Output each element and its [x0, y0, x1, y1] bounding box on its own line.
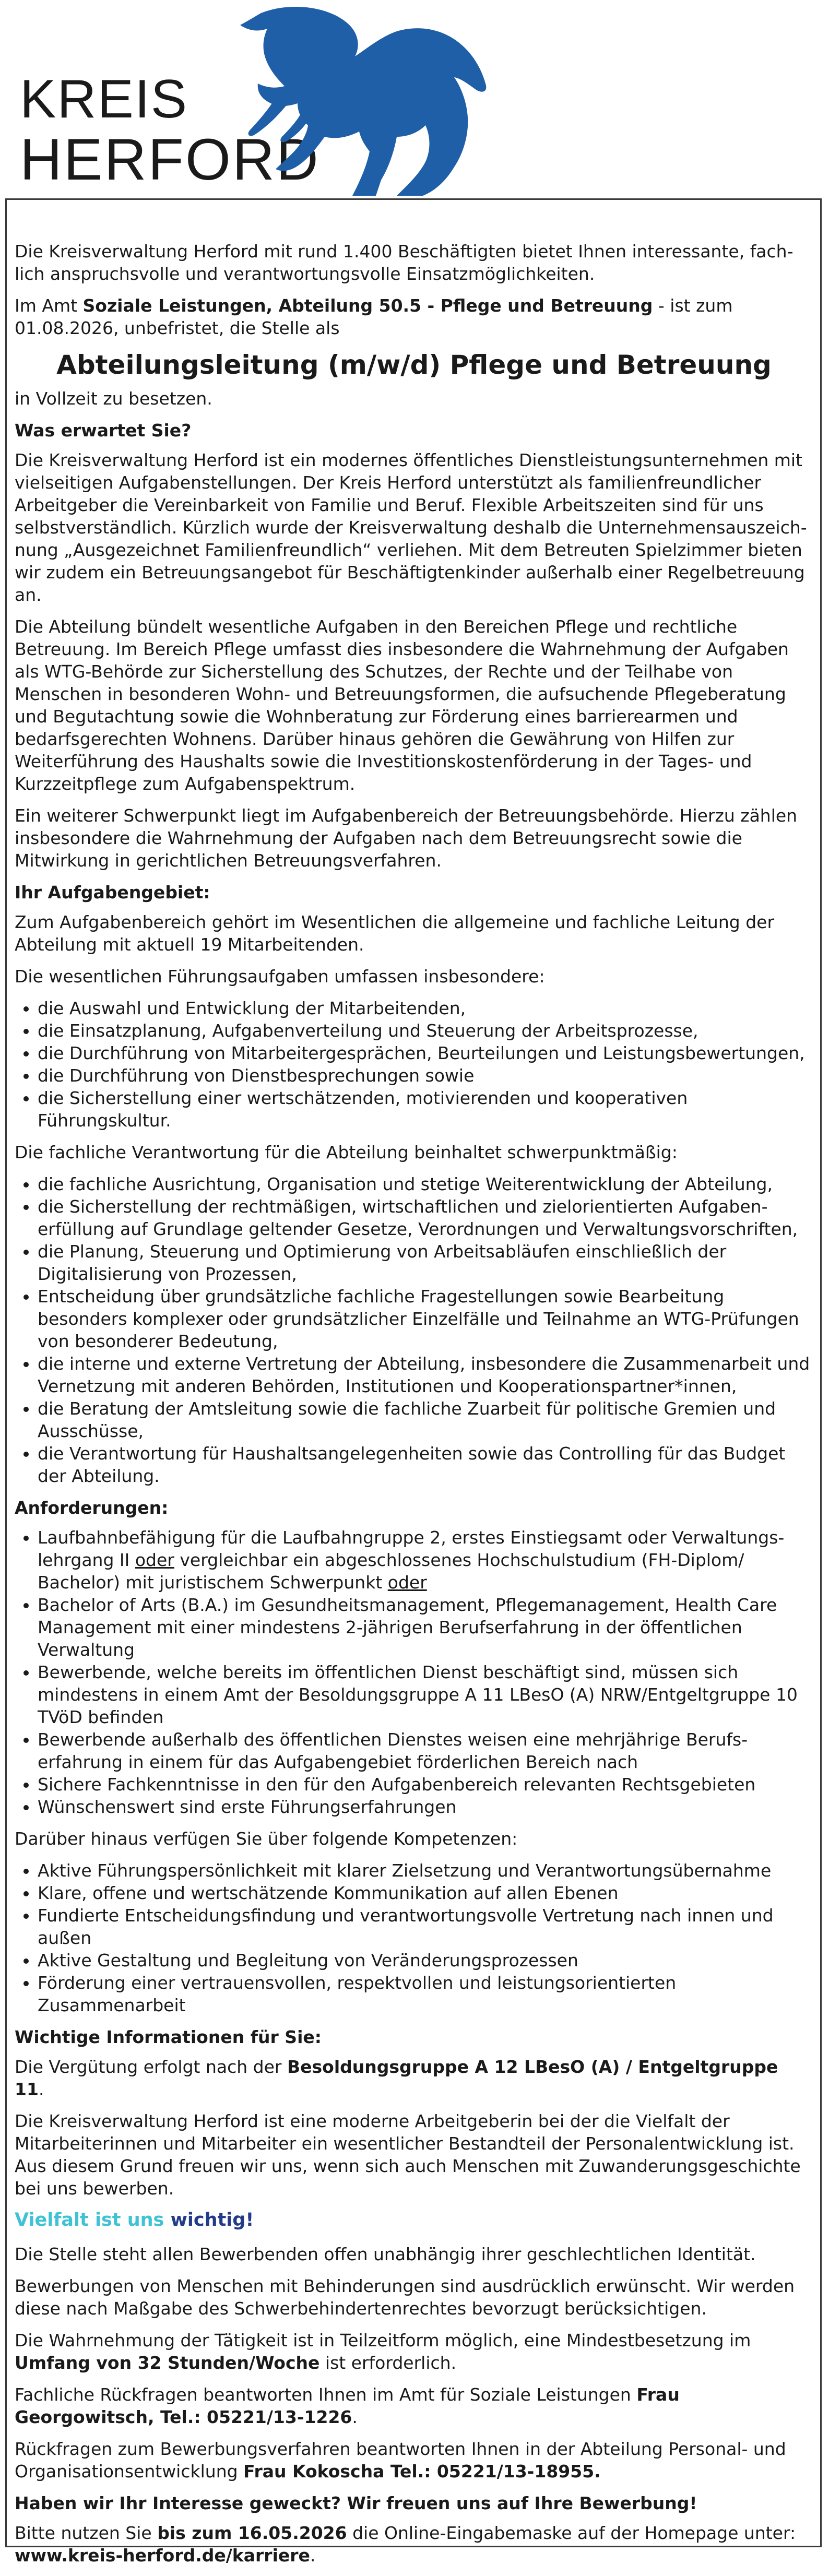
- diversity-text: Die Kreisverwaltung Herford ist eine moderne Arbeitgeberin bei der die Vielfalt der Mitarbeiterinnen und Mitarbeiter ein wesentlicher Bestandteil der Personalentwicklung ist. Aus diesem Grund freuen wir uns, wenn sich auch Menschen mit Zuwanderungsgeschichte bei uns bewerben.: [15, 2111, 801, 2199]
- section-heading-expectations: Was erwartet Sie?: [15, 420, 192, 441]
- list-item: • die Verantwortung für Haushaltsangelegenheiten sowie das Controlling für das Budget der Abteilung.: [38, 1442, 813, 1487]
- professional-tasks-list: [15, 1173, 813, 1487]
- list-item: • Förderung einer vertrauensvollen, respektvollen und leistungsorientierten Zusammenarbeit: [38, 1972, 813, 2016]
- contact-professional: Fachliche Rückfragen beantworten Ihnen im Amt für Soziale Leistungen Frau Georgowitsch, Tel.: 05221/13-1226.: [15, 2384, 680, 2427]
- pay-info: Die Vergütung erfolgt nach der Besoldungsgruppe A 12 LBesO (A) / Entgeltgruppe 11.: [15, 2057, 778, 2099]
- list-item: • Bewerbende, welche bereits im öffentlichen Dienst beschäftigt sind, müssen sich mindestens in einem Amt der Besoldungsgruppe A 11 LBesO (A) NRW/Entgeltgruppe 10 TVöD befinden: [38, 1661, 813, 1728]
- list-item: • die Beratung der Amtsleitung sowie die fachliche Zuarbeit für politische Gremien und Ausschüsse,: [38, 1397, 813, 1442]
- requirements-list: [15, 1526, 813, 1818]
- career-url-link[interactable]: www.kreis-herford.de/karriere: [15, 2545, 310, 2566]
- job-ad-content: [15, 240, 813, 2576]
- competencies-list: [15, 1859, 813, 2016]
- job-title: Abteilungsleitung (m/w/d) Pflege und Betreuung: [56, 350, 772, 380]
- list-item: • die interne und externe Vertretung der Abteilung, insbesondere die Zusammenarbeit und Vernetzung mit anderen Behörden, Institutionen und Kooperationspartner*innen,: [38, 1352, 813, 1397]
- list-item: • Klare, offene und wertschätzende Kommunikation auf allen Ebenen: [38, 1882, 813, 1904]
- paragraph: Die Kreisverwaltung Herford ist ein modernes öffentliches Dienstleistungsunternehmen mit vielseitigen Aufgabenstellungen. Der Kreis Herford unterstützt als familienfreundlicher Arbeitgeber die Vereinbarkeit von Familie und Beruf. Flexible Arbeitszeiten sind für uns selbstverständlich. Kürzlich wurde der Kreisverwaltung deshalb die Unternehmensauszeichnung „Ausgezeichnet Familienfreundlich“ verliehen. Mit dem Betreuten Spielzimmer bieten wir zudem ein Betreuungsangebot für Beschäftigtenkinder außerhalb einer Regelbetreuung an.: [15, 450, 807, 605]
- section-heading-tasks: Ihr Aufgabengebiet:: [15, 882, 210, 903]
- paragraph: Die Abteilung bündelt wesentliche Aufgaben in den Bereichen Pflege und rechtliche Betreuung. Im Bereich Pflege umfasst dies insbesondere die Wahrnehmung der Aufgaben als WTG-Behörde zur Sicherstellung des Schutzes, der Rechte und der Teilhabe von Menschen in besonderen Wohn- und Betreuungsformen, die aufsuchende Pflegeberatung und Begutachtung sowie die Wohnberatung zur Förderung eines barrierearmen und bedarfsgerechten Wohnens. Darüber hinaus gehören die Gewährung von Hilfen zur Weiterführung des Haushalts sowie die Investitionskostenförderung in der Tages- und Kurzzeitpflege zum Aufgabenspektrum.: [15, 616, 789, 794]
- list-item: • die Durchführung von Mitarbeitergesprächen, Beurteilungen und Leistungsbewertungen,: [38, 1042, 813, 1064]
- list-item: • Sichere Fachkenntnisse in den für den Aufgabenbereich relevanten Rechtsgebieten: [38, 1773, 813, 1796]
- apply-info: Bitte nutzen Sie bis zum 16.05.2026 die Online-Eingabemaske auf der Homepage unter: www.kreis-herford.de/karriere.: [15, 2523, 796, 2566]
- list-item: • die fachliche Ausrichtung, Organisation und stetige Weiterentwicklung der Abteilung,: [38, 1173, 813, 1195]
- paragraph: Bewerbungen von Menschen mit Behinderungen sind ausdrücklich erwünscht. Wir werden diese nach Maßgabe des Schwerbehindertenrechtes bevorzugt berücksichtigen.: [15, 2276, 795, 2319]
- list-item: • die Auswahl und Entwicklung der Mitarbeitenden,: [38, 997, 813, 1019]
- section-heading-requirements: Anforderungen:: [15, 1498, 169, 1518]
- position-intro: Im Amt Soziale Leistungen, Abteilung 50.5 - Pflege und Betreuung - ist zum 01.08.2026, unbefristet, die Stelle als: [15, 295, 733, 338]
- list-item: • Aktive Gestaltung und Begleitung von Veränderungsprozessen: [38, 1949, 813, 1972]
- section-heading-info: Wichtige Informationen für Sie:: [15, 2027, 322, 2047]
- department-name: Soziale Leistungen, Abteilung 50.5 - Pflege und Betreuung: [82, 295, 653, 316]
- part-time-info: Die Wahrnehmung der Tätigkeit ist in Teilzeitform möglich, eine Mindestbesetzung im Umfang von 32 Stunden/Woche ist erforderlich.: [15, 2330, 751, 2373]
- list-item: • Bewerbende außerhalb des öffentlichen Dienstes weisen eine mehrjährige Berufserfahrung in einem für das Aufgabengebiet förderlichen Bereich nach: [38, 1728, 813, 1773]
- paragraph: Die Stelle steht allen Bewerbenden offen unabhängig ihrer geschlechtlichen Identität.: [15, 2244, 756, 2264]
- paragraph: Zum Aufgabenbereich gehört im Wesentlichen die allgemeine und fachliche Leitung der Abteilung mit aktuell 19 Mitarbeitenden.: [15, 912, 775, 955]
- list-item: • die Planung, Steuerung und Optimierung von Arbeitsabläufen einschließlich der Digitalisierung von Prozessen,: [38, 1240, 813, 1285]
- contact-hr: Rückfragen zum Bewerbungsverfahren beantworten Ihnen in der Abteilung Personal- und Organisationsentwicklung Frau Kokoscha Tel.: 05221/13-18955.: [15, 2439, 786, 2482]
- list-item: • die Sicherstellung einer wertschätzenden, motivierenden und kooperativen Führungskultur.: [38, 1087, 813, 1132]
- list-item: • die Durchführung von Dienstbesprechungen sowie: [38, 1064, 813, 1087]
- list-item: • Bachelor of Arts (B.A.) im Gesundheitsmanagement, Pflegemanagement, Health Care Management mit einer mindestens 2-jährigen Berufserfahrung in der öffentlichen Verwaltung: [38, 1594, 813, 1661]
- leadership-tasks-list: [15, 997, 813, 1132]
- logo-line-kreis: KREIS: [20, 69, 188, 129]
- vielfalt-slogan: Vielfalt ist uns wichtig!: [15, 2210, 254, 2230]
- list-item: • Entscheidung über grundsätzliche fachliche Fragestellungen sowie Bearbeitung besonders komplexer oder grundsätzlicher Einzelfälle und Teilnahme an WTG-Prüfungen von besonderer Bedeutung,: [38, 1285, 813, 1352]
- kreis-herford-logo: [0, 0, 829, 198]
- paragraph: Darüber hinaus verfügen Sie über folgende Kompetenzen:: [15, 1829, 518, 1849]
- list-item: • Aktive Führungspersönlichkeit mit klarer Zielsetzung und Verantwortungsübernahme: [38, 1859, 813, 1882]
- intro-text: Die Kreisverwaltung Herford mit rund 1.400 Beschäftigten bietet Ihnen interessante, fachlich anspruchsvolle und verantwortungsvolle Einsatzmöglichkeiten.: [15, 241, 794, 284]
- list-item: • Laufbahnbefähigung für die Laufbahngruppe 2, erstes Einstiegsamt oder Verwaltungslehrgang II oder vergleichbar ein abgeschlossenes Hochschulstudium (FH-Diplom/ Bachelor) mit juristischem Schwerpunkt oder: [38, 1526, 813, 1594]
- list-item: • die Einsatzplanung, Aufgabenverteilung und Steuerung der Arbeitsprozesse,: [38, 1019, 813, 1042]
- employment-type: in Vollzeit zu besetzen.: [15, 388, 212, 409]
- list-item: • Wünschenswert sind erste Führungserfahrungen: [38, 1796, 813, 1818]
- list-item: • die Sicherstellung der rechtmäßigen, wirtschaftlichen und zielorientierten Aufgabenerfüllung auf Grundlage geltender Gesetze, Verordnungen und Verwaltungsvorschriften,: [38, 1195, 813, 1240]
- list-item: • Fundierte Entscheidungsfindung und verantwortungsvolle Vertretung nach innen und außen: [38, 1904, 813, 1949]
- call-to-action: Haben wir Ihr Interesse geweckt? Wir freuen uns auf Ihre Bewerbung!: [15, 2493, 697, 2513]
- logo-line-herford: HERFORD: [20, 127, 320, 192]
- rearing-horse-icon: [224, 0, 496, 198]
- paragraph: Die wesentlichen Führungsaufgaben umfassen insbesondere:: [15, 966, 545, 987]
- paragraph: Die fachliche Verantwortung für die Abteilung beinhaltet schwerpunktmäßig:: [15, 1142, 678, 1162]
- paragraph: Ein weiterer Schwerpunkt liegt im Aufgabenbereich der Betreuungsbehörde. Hierzu zählen insbesondere die Wahrnehmung der Aufgaben nach dem Betreuungsrecht sowie die Mitwirkung in gerichtlichen Betreuungsverfahren.: [15, 805, 798, 871]
